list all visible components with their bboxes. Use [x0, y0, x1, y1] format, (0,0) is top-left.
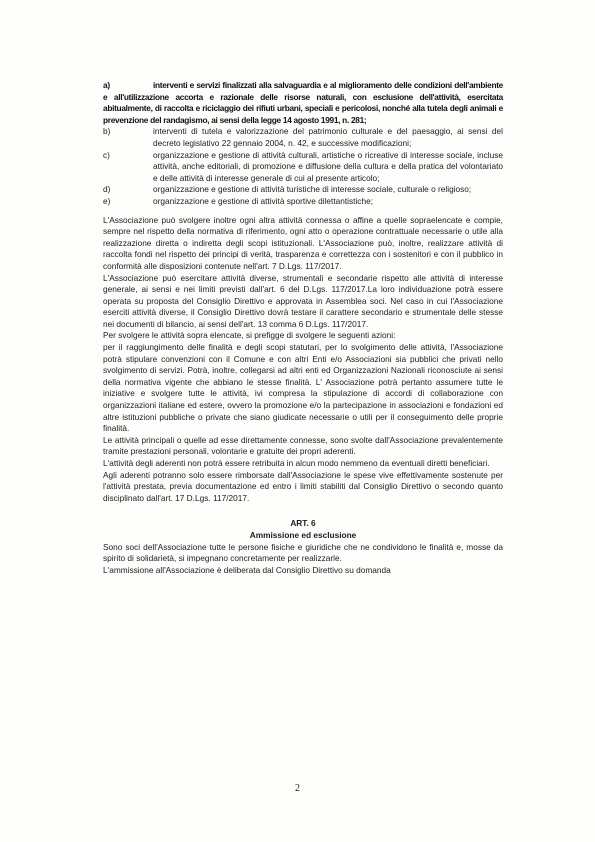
page-number: 2 — [295, 783, 300, 794]
list-marker: d) — [103, 184, 111, 195]
article-title: ART. 6 — [290, 518, 316, 529]
list-text: organizzazione e gestione di attività sportive dilettantistiche; — [153, 195, 373, 206]
list-item-e — [103, 196, 503, 208]
list-item-b — [103, 126, 503, 149]
paragraph-admission: L'ammissione all'Associazione è deliberata dal Consiglio Direttivo su domanda — [103, 564, 391, 575]
paragraph-actions-intro: Per svolgere le attività sopra elencate, si prefigge di svolgere le seguenti azioni: — [103, 330, 396, 341]
paragraph-volunteer: Le attività principali o quelle ad esse direttamente connesse, sono svolte dall'Associazione prevalentemente tramite prestazioni personali, volontarie e gratuite dei propri aderenti. — [103, 434, 503, 457]
list-marker: e) — [103, 195, 111, 206]
list-text: interventi di tutela e valorizzazione del patrimonio culturale e del paesaggio, ai sensi del decreto legislativo 22 gennaio 2004, n. 42, e successive modificazioni; — [153, 126, 503, 148]
paragraph-activities: L'Associazione può svolgere inoltre ogni altra attività connessa o affine a quelle sopraelencate e compie, sempre nel rispetto della normativa di riferimento, ogni atto o operazione contrattuale necessarie o utile alla realizzazione diretta o indiretta degli scopi istituzionali. L'Associazione può, inoltre, realizzare attività di raccolta fondi nel rispetto dei principi di verità, trasparenza e correttezza con i sostenitori e con il pubblico in conformità alle disposizioni contenute nell'art. 7 D.Lgs. 117/2017. — [103, 214, 503, 271]
list-marker: c) — [103, 149, 110, 160]
paragraph-other-activities: L'Associazione può esercitare attività diverse, strumentali e secondarie rispetto alle attività di interesse generale, ai sensi e nei limiti previsti dall'art. 6 del D.Lgs. 117/2017.La loro individuazione potrà essere operata su proposta del Consiglio Direttivo e approvata in Assemblea soci. Nel caso in cui l'Associazione eserciti attività diverse, il Consiglio Direttivo dovrà testare il carattere secondario e strumentale delle stesse nei documenti di bilancio, ai sensi dell'art. 13 comma 6 D.Lgs. 117/2017. — [103, 272, 503, 329]
paragraph-conventions: per il raggiungimento delle finalità e degli scopi statutari, per lo svolgimento delle attività, l'Associazione potrà stipulare convenzioni con il Comune e con altri Enti e/o Associazioni sia pubblici che privati nello svolgimento di servizi. Potrà, inoltre, collegarsi ad altri enti ed Organizzazioni Nazionali riconosciute ai sensi della normativa vigente che abbiano le stesse finalità. L' Associazione potrà pertanto assumere tutte le iniziative e svolgere tutte le attività, ivi compresa la stipulazione di accordi di collaborazione con organizzazioni italiane ed estere, ovvero la promozione e/o la partecipazione in associazioni e fondazioni ed altre istituzioni pubbliche o private che siano giudicate necessarie o utili per il conseguimento delle proprie finalità. — [103, 342, 503, 434]
paragraph-no-retribution: L'attività degli aderenti non potrà essere retribuita in alcun modo nemmeno da eventuali diretti beneficiari. — [103, 458, 490, 468]
list-item-d — [103, 184, 503, 196]
list-marker: a) — [103, 80, 110, 90]
list-item-a — [103, 80, 503, 126]
list-marker: b) — [103, 126, 111, 137]
statute-text — [103, 80, 503, 576]
list-item-c — [103, 150, 503, 185]
list-text: organizzazione e gestione di attività turistiche di interesse sociale, culturale o religioso; — [153, 184, 472, 195]
paragraph-members: Sono soci dell'Associazione tutte le persone fisiche e giuridiche che ne condividono le finalità e, mosse da spirito di solidarietà, si impegnano concretamente per realizzarle. — [103, 541, 503, 564]
article-subtitle: Ammissione ed esclusione — [249, 529, 357, 540]
paragraph-reimbursement: Agli aderenti potranno solo essere rimborsate dall'Associazione le spese vive effettivamente sostenute per l'attività prestata, previa documentazione ed entro i limiti stabiliti dal Consiglio Direttivo o secondo quanto disciplinato dall'art. 17 D.Lgs. 117/2017. — [103, 469, 503, 503]
list-text: organizzazione e gestione di attività culturali, artistiche o ricreative di interesse sociale, incluse attività, anche editoriali, di promozione e diffusione della cultura e della pratica del volontariato e delle attività di interesse generale di cui al presente articolo; — [153, 149, 503, 183]
list-text: interventi e servizi finalizzati alla salvaguardia e al miglioramento delle condizioni dell'ambiente e all'utilizzazione accorta e razionale delle risorse naturali, con esclusione dell'attività, esercitata abitualmente, di raccolta e riciclaggio dei rifiuti urbani, speciali e pericolosi, nonché alla tutela degli animali e prevenzione del randagismo, ai sensi della legge 14 agosto 1991, n. 281; — [103, 80, 503, 125]
